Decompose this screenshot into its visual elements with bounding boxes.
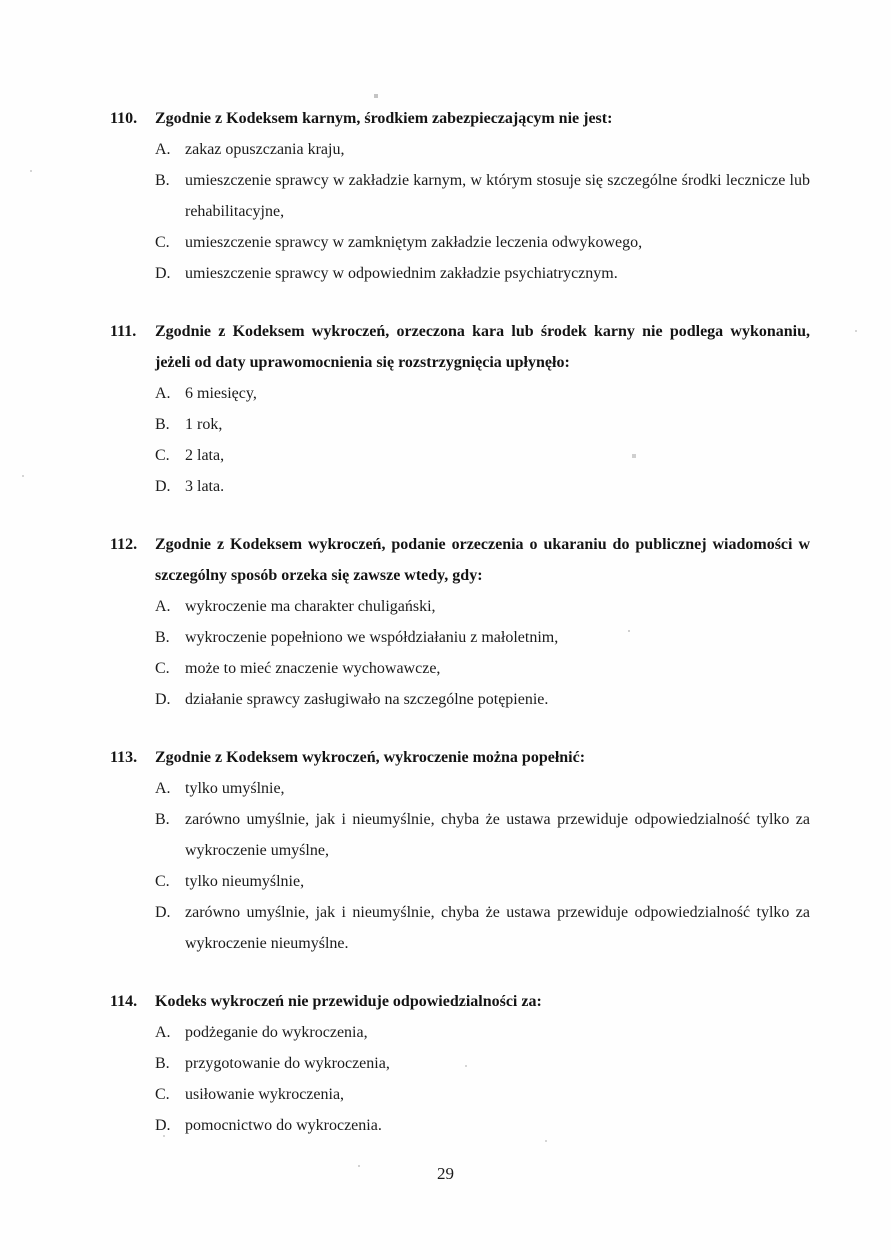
option-text: podżeganie do wykroczenia, <box>185 1024 368 1041</box>
answer-option <box>155 471 810 502</box>
answer-option <box>155 258 810 289</box>
answer-option <box>155 591 810 622</box>
option-letter: A. <box>155 780 171 797</box>
option-letter: B. <box>155 416 170 433</box>
answer-option <box>155 134 810 165</box>
option-letter: A. <box>155 141 171 158</box>
question-number: 113. <box>110 749 138 766</box>
option-text: pomocnictwo do wykroczenia. <box>185 1117 382 1134</box>
option-text: wykroczenie ma charakter chuligański, <box>185 598 436 615</box>
option-letter: C. <box>155 660 170 677</box>
option-text: umieszczenie sprawcy w zamkniętym zakładzie leczenia odwykowego, <box>185 234 643 251</box>
answer-option <box>155 866 810 897</box>
option-text: może to mieć znaczenie wychowawcze, <box>185 660 441 677</box>
questions-list <box>110 103 810 1168</box>
question-block <box>110 316 810 502</box>
options-list <box>155 773 810 959</box>
question-block <box>110 529 810 715</box>
option-text: umieszczenie sprawcy w zakładzie karnym, w którym stosuje się szczególne środki lecznicze lub rehabilitacyjne, <box>185 172 810 220</box>
options-list <box>155 1017 810 1141</box>
option-letter: D. <box>155 265 171 282</box>
question-body <box>155 529 810 715</box>
option-text: zarówno umyślnie, jak i nieumyślnie, chyba że ustawa przewiduje odpowiedzialność tylko za wykroczenie nieumyślne. <box>185 904 810 952</box>
option-text: 3 lata. <box>185 478 225 495</box>
answer-option <box>155 1079 810 1110</box>
question-body <box>155 103 810 289</box>
option-letter: D. <box>155 1117 171 1134</box>
options-list <box>155 134 810 289</box>
answer-option <box>155 653 810 684</box>
answer-option <box>155 897 810 959</box>
answer-option <box>155 409 810 440</box>
option-letter: B. <box>155 1055 170 1072</box>
option-text: 6 miesięcy, <box>185 385 257 402</box>
option-letter: B. <box>155 629 170 646</box>
question-block <box>110 103 810 289</box>
answer-option <box>155 684 810 715</box>
question-number: 110. <box>110 110 138 127</box>
question-text: Zgodnie z Kodeksem karnym, środkiem zabezpieczającym nie jest: <box>155 110 613 127</box>
options-list <box>155 378 810 502</box>
option-letter: A. <box>155 1024 171 1041</box>
option-letter: D. <box>155 691 171 708</box>
scan-artifacts <box>0 0 2 2</box>
question-block <box>110 986 810 1141</box>
option-letter: A. <box>155 385 171 402</box>
answer-option <box>155 440 810 471</box>
question-text: Kodeks wykroczeń nie przewiduje odpowiedzialności za: <box>155 993 542 1010</box>
option-text: tylko umyślnie, <box>185 780 285 797</box>
question-body <box>155 742 810 959</box>
option-text: umieszczenie sprawcy w odpowiednim zakładzie psychiatrycznym. <box>185 265 618 282</box>
answer-option <box>155 773 810 804</box>
option-letter: C. <box>155 873 170 890</box>
answer-option <box>155 1017 810 1048</box>
answer-option <box>155 1048 810 1079</box>
option-text: zarówno umyślnie, jak i nieumyślnie, chyba że ustawa przewiduje odpowiedzialność tylko za wykroczenie umyślne, <box>185 811 810 859</box>
option-text: tylko nieumyślnie, <box>185 873 305 890</box>
option-text: przygotowanie do wykroczenia, <box>185 1055 390 1072</box>
question-text: Zgodnie z Kodeksem wykroczeń, podanie orzeczenia o ukaraniu do publicznej wiadomości w szczególny sposób orzeka się zawsze wtedy, gdy: <box>155 536 810 584</box>
option-letter: D. <box>155 904 171 921</box>
options-list <box>155 591 810 715</box>
question-number: 112. <box>110 536 138 553</box>
page-number: 29 <box>437 1164 454 1183</box>
option-text: usiłowanie wykroczenia, <box>185 1086 345 1103</box>
option-letter: D. <box>155 478 171 495</box>
answer-option <box>155 622 810 653</box>
option-letter: C. <box>155 1086 170 1103</box>
option-letter: B. <box>155 172 170 189</box>
option-text: wykroczenie popełniono we współdziałaniu z małoletnim, <box>185 629 559 646</box>
answer-option <box>155 165 810 227</box>
question-number: 114. <box>110 993 138 1010</box>
question-body <box>155 316 810 502</box>
question-text: Zgodnie z Kodeksem wykroczeń, wykroczenie można popełnić: <box>155 749 586 766</box>
option-text: działanie sprawcy zasługiwało na szczególne potępienie. <box>185 691 549 708</box>
question-block <box>110 742 810 959</box>
option-letter: C. <box>155 447 170 464</box>
option-text: 2 lata, <box>185 447 225 464</box>
option-letter: B. <box>155 811 170 828</box>
option-text: zakaz opuszczania kraju, <box>185 141 345 158</box>
option-letter: C. <box>155 234 170 251</box>
answer-option <box>155 378 810 409</box>
option-text: 1 rok, <box>185 416 223 433</box>
option-letter: A. <box>155 598 171 615</box>
answer-option <box>155 1110 810 1141</box>
answer-option <box>155 804 810 866</box>
question-body <box>155 986 810 1141</box>
question-number: 111. <box>110 323 137 340</box>
answer-option <box>155 227 810 258</box>
question-text: Zgodnie z Kodeksem wykroczeń, orzeczona kara lub środek karny nie podlega wykonaniu, jeżeli od daty uprawomocnienia się rozstrzygnięcia upłynęło: <box>155 323 810 371</box>
